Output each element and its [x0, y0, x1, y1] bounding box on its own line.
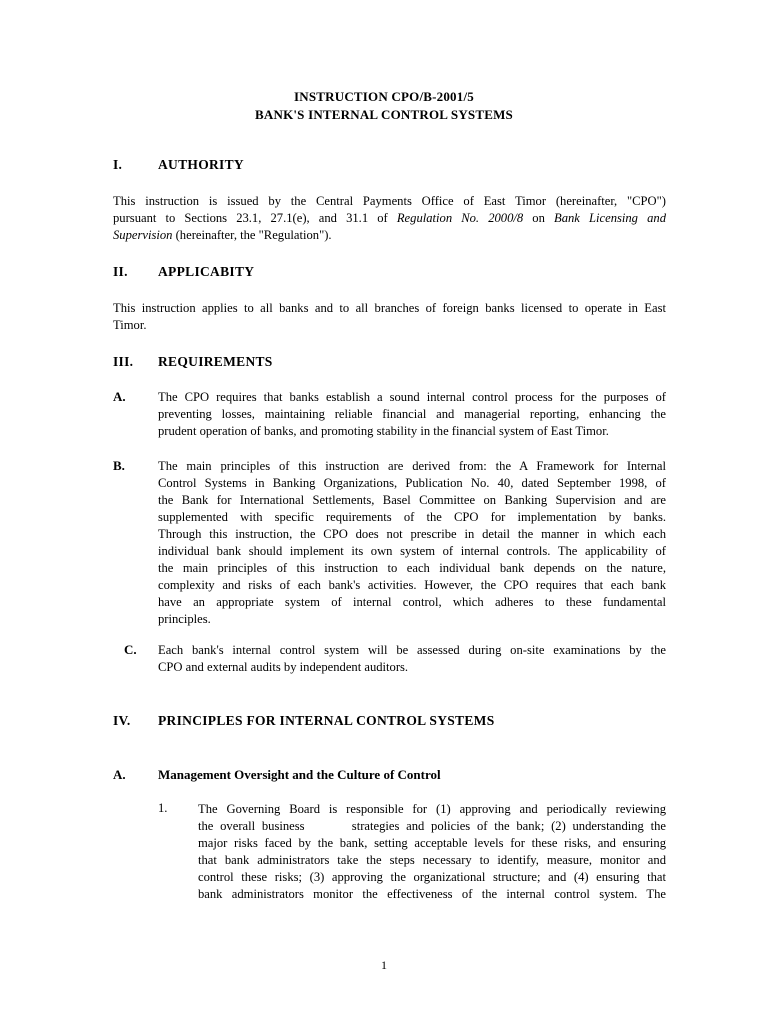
section-number: III.	[113, 354, 134, 369]
paragraph-line: CPO and external audits by independent auditors.	[158, 660, 409, 674]
section-number: I.	[113, 157, 123, 172]
page-number: 1	[381, 958, 387, 972]
paragraph-line: have an appropriate system of internal control, which adheres to these fundamental	[158, 595, 666, 609]
document-subtitle: BANK'S INTERNAL CONTROL SYSTEMS	[255, 107, 513, 122]
paragraph-line: pursuant to Sections 23.1, 27.1(e), and 31.1 of Regulation No. 2000/8 on Bank Licensing and	[113, 211, 666, 225]
requirement-a-paragraph	[158, 389, 666, 440]
principle-1-paragraph	[198, 801, 666, 903]
paragraph-line: the overall business strategies and policies of the bank; (2) understanding the	[198, 819, 666, 833]
paragraph-line: bank administrators monitor the effectiveness of the internal control system. The	[198, 887, 666, 901]
subsection-letter-a: A.	[113, 767, 126, 782]
paragraph-line: complexity and risks of each bank's activities. However, the CPO requires that each bank	[158, 578, 666, 592]
section-number: II.	[113, 264, 128, 279]
paragraph-line: that bank administrators take the steps necessary to identify, measure, monitor and	[198, 853, 666, 867]
item-number-1: 1.	[158, 801, 168, 815]
paragraph-line: The main principles of this instruction are derived from: the A Framework for Internal	[158, 459, 666, 473]
requirement-b-paragraph	[158, 458, 666, 628]
item-letter-a: A.	[113, 389, 126, 404]
paragraph-line: Through this instruction, the CPO does not prescribe in detail the manner in which each	[158, 527, 666, 541]
section-title: APPLICABITY	[158, 264, 255, 279]
section-title: REQUIREMENTS	[158, 354, 273, 369]
paragraph-line: Each bank's internal control system will be assessed during on-site examinations by the	[158, 643, 666, 657]
paragraph-line: This instruction is issued by the Central Payments Office of East Timor (hereinafter, "CPO")	[113, 194, 666, 208]
paragraph-line: The CPO requires that banks establish a sound internal control process for the purposes of	[158, 390, 666, 404]
paragraph-line: principles.	[158, 612, 211, 626]
section-number: IV.	[113, 713, 131, 728]
paragraph-line: individual bank should implement its own system of internal controls. The applicability of	[158, 544, 666, 558]
paragraph-line: prudent operation of banks, and promoting stability in the financial system of East Timor.	[158, 424, 609, 438]
item-letter-c: C.	[124, 642, 137, 657]
paragraph-line: The Governing Board is responsible for (1) approving and periodically reviewing	[198, 802, 666, 816]
paragraph-line: supplemented with specific requirements of the CPO for implementation by banks.	[158, 510, 666, 524]
paragraph-line: the Bank for International Settlements, Basel Committee on Banking Supervision and are	[158, 493, 666, 507]
paragraph-line: the main principles of this instruction to each individual bank depends on the nature,	[158, 561, 666, 575]
requirement-c-paragraph	[158, 642, 666, 676]
paragraph-line: Control Systems in Banking Organizations, Publication No. 40, dated September 1998, of	[158, 476, 666, 490]
paragraph-line: preventing losses, maintaining reliable financial and managerial reporting, enhancing the	[158, 407, 666, 421]
section-title: AUTHORITY	[158, 157, 244, 172]
paragraph-line: major risks faced by the bank, setting acceptable levels for these risks, and ensuring	[198, 836, 666, 850]
paragraph-line: control these risks; (3) approving the organizational structure; and (4) ensuring that	[198, 870, 666, 884]
paragraph-line: Supervision (hereinafter, the "Regulation").	[113, 228, 332, 242]
paragraph-line: Timor.	[113, 318, 147, 332]
subsection-title: Management Oversight and the Culture of Control	[158, 767, 441, 782]
applicability-paragraph	[113, 300, 666, 334]
paragraph-line: This instruction applies to all banks and to all branches of foreign banks licensed to operate in East	[113, 301, 666, 315]
section-title: PRINCIPLES FOR INTERNAL CONTROL SYSTEMS	[158, 713, 495, 728]
item-letter-b: B.	[113, 458, 125, 473]
authority-paragraph	[113, 193, 666, 244]
document-title: INSTRUCTION CPO/B-2001/5	[294, 89, 474, 104]
